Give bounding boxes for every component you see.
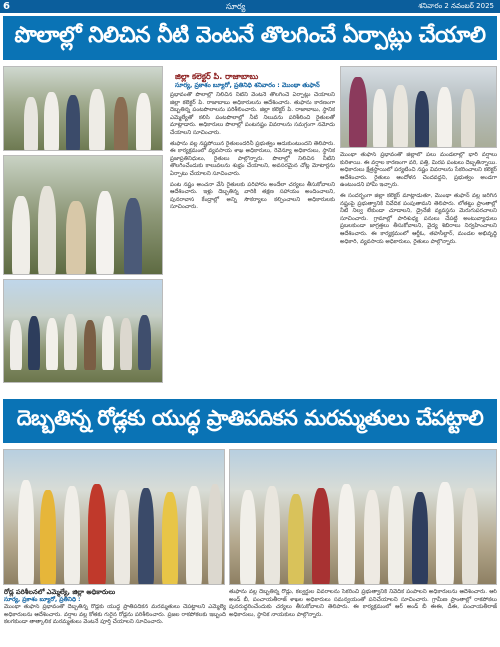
- paragraph: తుఫాను వల్ల దెబ్బతిన్న రోడ్లు, కల్వర్టుల వివరాలను సేకరించి ప్రభుత్వానికి నివేదిక పంపాలని అధికారులను ఆదేశించారు. ఆర్ అండ్ బీ, పంచాయతీరాజ్ శాఖల అధికారులు సమన్వయంతో పనిచేయాలని సూచించారు. గ్రామీణ ప్రాంతాల్లో రాకపోకలు పునరుద్ధరించేందుకు చర్యలు తీసుకోవాలని తెలిపారు. ఈ కార్యక్రమంలో ఆర్ అండ్ బీ ఈఈ, డీఈ, పంచాయతీరాజ్ అధికారులు, స్థానిక నాయకులు పాల్గొన్నారు.: [229, 589, 497, 618]
- paragraph: ఈ సందర్భంగా జిల్లా కలెక్టర్ మాట్లాడుతూ, మొంథా తుఫాన్ వల్ల జరిగిన నష్టంపై ప్రభుత్వానికి నివేదిక పంపుతామని తెలిపారు. లోతట్టు ప్రాంతాల్లో నీటి నిల్వ లేకుండా చూడాలని, డ్రైనేజీ వ్యవస్థను మెరుగుపరచాలని సూచించారు. గ్రామాల్లో పారిశుధ్య పనులు చేపట్టి అంటువ్యాధులు ప్రబలకుండా జాగ్రత్తలు తీసుకోవాలని, వైద్య శిబిరాలు నిర్వహించాలని ఆదేశించారు. ఈ కార్యక్రమంలో ఆర్డీఓ, తహసీల్దార్, మండల అభివృద్ధి అధికారి, వ్యవసాయ అధికారులు, రైతులు పాల్గొన్నారు.: [340, 192, 497, 245]
- paragraph: తుఫాను వల్ల నష్టపోయిన రైతులందరినీ ప్రభుత్వం ఆదుకుంటుందని తెలిపారు. ఈ కార్యక్రమంలో వ్యవసాయ శాఖ అధికారులు, రెవెన్యూ అధికారులు, స్థానిక ప్రజాప్రతినిధులు, రైతులు పాల్గొన్నారు. పొలాల్లో నిలిచిన నీటిని తొలగించేందుకు కాలువలను శుభ్రం చేయాలని, అవసరమైన చోట్ల మోటార్లను ఏర్పాటు చేయాలని సూచించారు.: [170, 140, 335, 177]
- story1-photo-1: [3, 66, 163, 151]
- story1-subhead: జిల్లా కలెక్టర్ పి. రాజాబాబు: [175, 72, 259, 81]
- story1-column-right: [340, 152, 497, 388]
- story2-photo-caption: రోడ్ల పరిశీలనలో ఎమ్మెల్యే, జిల్లా అధికారులు: [4, 588, 116, 596]
- story1-photo-4: [340, 66, 497, 148]
- story1-headline: పొలాల్లో నిలిచిన నీటి వెంటనే తొలగించే ఏర్పాట్లు చేయాలి: [3, 16, 497, 60]
- paragraph: ప్రభావంతో పొలాల్లో నిలిచిన నీటిని వెంటనే తొలగించే ఏర్పాట్లు చేయాలని జిల్లా కలెక్టర్ పి. రాజాబాబు అధికారులను ఆదేశించారు. తుఫాను కారణంగా దెబ్బతిన్న పంటపొలాలను పరిశీలించారు. జిల్లా కలెక్టర్ పి. రాజాబాబు, స్థానిక ఎమ్మెల్యేతో కలిసి పంటపొలాల్లో నీటి నిలువను పరిశీలించి రైతులతో మాట్లాడారు. అధికారులు పొలాల్లో పంటనష్టం వివరాలను సమగ్రంగా నమోదు చేయాలని సూచించారు.: [170, 92, 335, 136]
- page-header-bar: [0, 0, 500, 13]
- issue-date: శనివారం 2 నవంబర్ 2025: [418, 2, 494, 10]
- page-number: 6: [3, 1, 10, 12]
- story2-column-right: [229, 589, 497, 646]
- story1-photo-2: [3, 155, 163, 275]
- paragraph: మొంథా తుఫాన్ ప్రభావంతో దెబ్బతిన్న రోడ్లకు యుద్ధ ప్రాతిపదికన మరమ్మతులు చేపట్టాలని ఎమ్మెల్యే అధికారులను ఆదేశించారు. వర్షాల వల్ల కోతకు గురైన రోడ్లను పరిశీలించారు. ప్రజల రాకపోకలకు ఇబ్బంది కలగకుండా తాత్కాలిక మరమ్మతులు వెంటనే పూర్తి చేయాలని సూచించారు.: [4, 604, 226, 626]
- story2-column-left: [4, 604, 226, 646]
- paragraph: పంట నష్టం అంచనా వేసి రైతులకు పరిహారం అందేలా చర్యలు తీసుకోవాలని ఆదేశించారు. ఇళ్లు దెబ్బతిన్న వారికి తక్షణ సహాయం అందించాలని, పునరావాస కేంద్రాల్లో అన్ని సౌకర్యాలు కల్పించాలని అధికారులకు సూచించారు.: [170, 181, 335, 211]
- story1-column-middle: [170, 92, 335, 388]
- story2-headline: దెబ్బతిన్న రోడ్లకు యుద్ధ ప్రాతిపదికన మరమ్మతులు చేపట్టాలి: [3, 399, 497, 443]
- story1-photo-3: [3, 279, 163, 383]
- story2-dateline: సూర్య, ప్రకాశం బ్యూరో, ప్రతినిధి :: [4, 597, 81, 603]
- paragraph: మొంథా తుఫాన్ ప్రభావంతో జిల్లాలో పలు మండలాల్లో భారీ వర్షాలు కురిశాయి. ఈ వర్షాల కారణంగా వరి, పత్తి, మిరప పంటలు దెబ్బతిన్నాయి. అధికారులు క్షేత్రస్థాయిలో పర్యటించి నష్టం వివరాలను సేకరించాలని కలెక్టర్ ఆదేశించారు. రైతులు ఆందోళన చెందవద్దని, ప్రభుత్వం అండగా ఉంటుందని హామీ ఇచ్చారు.: [340, 152, 497, 189]
- story1-dateline: సూర్య, ప్రకాశం బ్యూరో, ప్రతినిధి శనివారం : మొంథా తుఫాన్: [175, 82, 320, 89]
- story2-photo-2: [229, 449, 497, 585]
- story2-photo-1: [3, 449, 225, 585]
- paper-name: సూర్య: [226, 2, 246, 11]
